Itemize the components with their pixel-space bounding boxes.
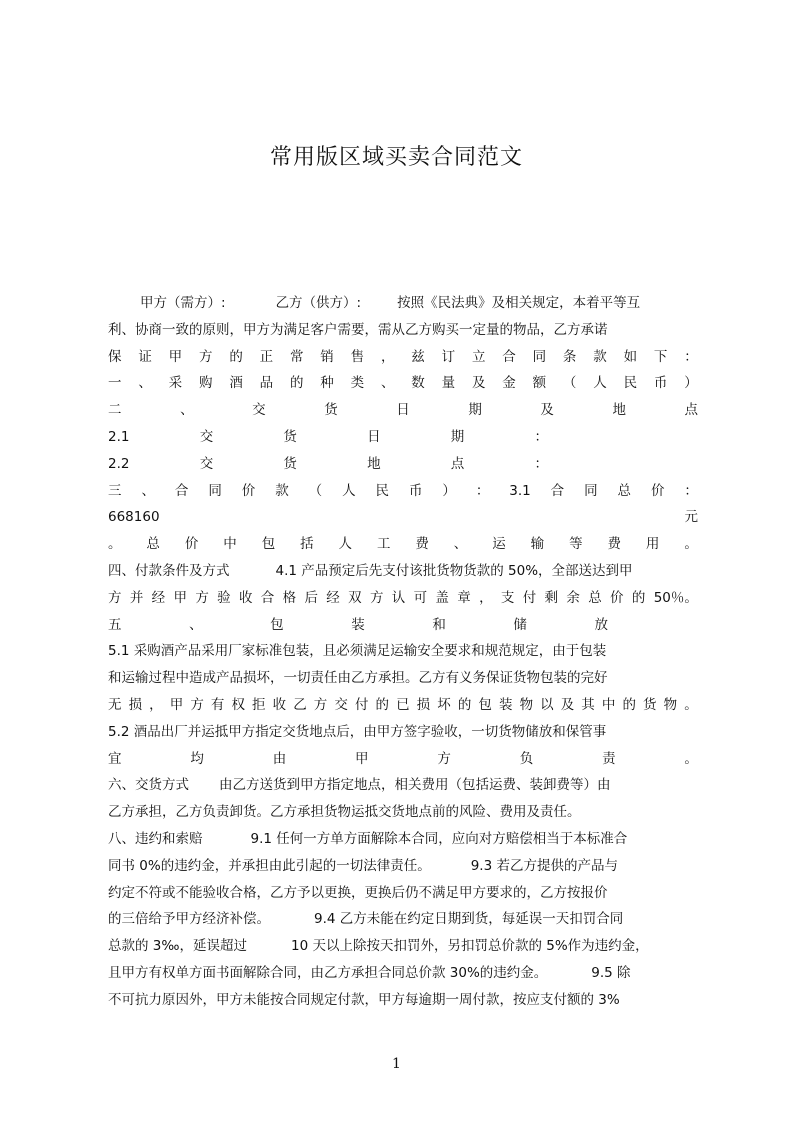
price-includes-line: [108, 531, 698, 558]
line-22: [108, 853, 698, 880]
breach-heading: 八、违约和索赔: [108, 830, 203, 847]
text-token: 额: [532, 375, 547, 392]
text-token: 后: [304, 589, 318, 606]
line-3: [108, 344, 698, 371]
text-token: 等: [569, 536, 583, 553]
text-token: 甲: [173, 589, 187, 606]
line-26-text: 且甲方有权单方面书面解除合同，由乙方承担合同总价款 30%的违约金。: [108, 964, 548, 981]
text-token: ：: [534, 455, 548, 472]
text-token: 种: [320, 375, 334, 392]
text-token: ，: [149, 696, 163, 713]
text-token: 收: [238, 589, 253, 606]
text-token: 付: [522, 589, 537, 606]
text-token: 合: [550, 482, 565, 499]
intro-text: 按照《民法典》及相关规定，本着平等互: [397, 295, 641, 311]
text-token: 。: [684, 696, 698, 713]
line-23: 约定不符或不能验收合格，乙方予以更换，更换后仍不满足甲方要求的，乙方按报价: [108, 884, 608, 901]
text-token: 销: [320, 348, 334, 365]
total-price-line: [108, 504, 698, 531]
text-token: ，: [479, 589, 493, 606]
clause-4-1: 4.1 产品预定后先支付该批货物货款的 50%，全部送达到甲: [275, 562, 633, 579]
text-token: 中: [601, 696, 616, 713]
text-token: 、: [138, 375, 152, 392]
line-1: [108, 290, 698, 317]
line-25: [108, 933, 698, 960]
document-title: 常用版区域买卖合同范文: [269, 145, 523, 170]
text-token: 合: [260, 589, 275, 606]
payment-heading: 四、付款条件及方式: [108, 562, 230, 579]
text-token: 及: [540, 402, 554, 419]
text-token: 的: [375, 696, 390, 713]
text-token: 物: [519, 696, 534, 713]
clause-9-1: 9.1 任何一方单方面解除本合同，应向对方赔偿相当于本标准合: [250, 830, 628, 847]
text-token: 证: [138, 348, 152, 365]
text-token: 双: [348, 589, 362, 606]
clause-5-1: 5.1 采购酒产品采用厂家标准包装，且必须满足运输安全要求和规范规定，由于包装: [108, 643, 607, 660]
text-token: 668160: [108, 509, 160, 526]
text-token: 总: [617, 482, 632, 499]
text-token: 和: [432, 616, 446, 633]
text-token: 、: [189, 616, 203, 633]
clause-9-5: 9.5 除: [591, 964, 631, 981]
line-2: 利、协商一致的原则，甲方为满足客户需要，需从乙方购买一定量的物品，乙方承诺: [108, 321, 608, 338]
text-token: 方: [198, 348, 213, 365]
text-token: 二: [108, 402, 122, 419]
text-token: 剩: [544, 589, 559, 606]
text-token: 的: [631, 589, 646, 606]
section-2-heading: [108, 397, 698, 424]
text-token: 人: [593, 375, 607, 392]
clause-2-1: [108, 424, 698, 451]
text-token: 点: [684, 402, 698, 419]
line-20: 乙方承担，乙方负责卸货。乙方承担货物运抵交货地点前的风险、费用及责任。: [108, 804, 581, 821]
text-token: 人: [342, 482, 356, 499]
text-token: 购: [198, 375, 213, 392]
text-token: 2.2: [108, 455, 130, 472]
text-token: 订: [441, 348, 456, 365]
text-token: 交: [334, 696, 348, 713]
line-22-text: 同书 0%的违约金，并承担由此引起的一切法律责任。: [108, 857, 431, 874]
text-token: 同: [208, 482, 222, 499]
text-token: 元: [684, 509, 698, 526]
line-24: [108, 906, 698, 933]
line-15: 和运输过程中造成产品损坏，一切责任由乙方承担。乙方有义务保证货物包装的完好: [108, 670, 608, 687]
text-token: 运: [492, 536, 506, 553]
text-token: 及: [560, 696, 575, 713]
text-token: 交: [199, 428, 214, 445]
text-token: 如: [623, 348, 638, 365]
text-token: 收: [272, 696, 287, 713]
text-token: ）: [684, 375, 698, 392]
section-5-heading: [108, 612, 698, 639]
text-token: 货: [283, 428, 297, 445]
text-token: （: [562, 375, 577, 392]
party-b-label: 乙方（供方）:: [275, 295, 362, 311]
text-token: 方: [313, 696, 328, 713]
text-token: 价: [650, 482, 665, 499]
text-token: 民: [375, 482, 389, 499]
text-token: 保: [108, 348, 122, 365]
text-token: 物: [663, 696, 678, 713]
text-token: ，: [380, 348, 395, 365]
text-token: 、: [180, 402, 194, 419]
text-token: 方: [437, 750, 451, 767]
text-token: 方: [369, 589, 384, 606]
text-token: 以: [540, 696, 554, 713]
text-token: 工: [376, 536, 391, 553]
text-token: 方: [190, 696, 204, 713]
section-4-heading: [108, 558, 698, 585]
text-token: 款: [275, 482, 289, 499]
text-token: 均: [190, 750, 204, 767]
text-token: 货: [643, 696, 657, 713]
line-27: 不可抗力原因外，甲方未能按合同规定付款，甲方每逾期一周付款，按应支付额的 3%: [108, 991, 620, 1008]
text-token: 的: [229, 348, 243, 365]
text-token: 交: [252, 402, 266, 419]
text-token: 下: [653, 348, 668, 365]
text-token: （: [308, 482, 323, 499]
text-token: 已: [396, 696, 410, 713]
text-token: 币: [653, 375, 668, 392]
section-1-heading: [108, 370, 698, 397]
text-token: 日: [396, 402, 410, 419]
text-token: 权: [231, 696, 245, 713]
text-token: 正: [259, 348, 274, 365]
text-token: 类: [350, 375, 365, 392]
text-token: 量: [441, 375, 456, 392]
text-token: 有: [210, 696, 225, 713]
text-token: 坏: [437, 696, 451, 713]
line-12: [108, 585, 698, 612]
text-token: 价: [610, 589, 624, 606]
contract-body: [108, 290, 698, 1014]
text-token: 兹: [411, 348, 425, 365]
text-token: 、: [380, 375, 395, 392]
text-token: 地: [612, 402, 626, 419]
text-token: 损: [416, 696, 431, 713]
text-token: 责: [602, 750, 616, 767]
text-token: 的: [289, 375, 304, 392]
text-token: 盖: [435, 589, 449, 606]
text-token: 数: [411, 375, 425, 392]
text-token: 价: [184, 536, 199, 553]
clause-2-2: [108, 451, 698, 478]
section-3-heading: [108, 478, 698, 505]
text-token: 宜: [108, 750, 122, 767]
text-token: 可: [413, 589, 428, 606]
text-token: 日: [367, 428, 381, 445]
text-token: 装: [351, 616, 365, 633]
party-a-label: 甲方（需方）:: [140, 295, 226, 311]
text-token: 格: [282, 589, 297, 606]
text-token: 货: [283, 455, 297, 472]
text-token: 2.1: [108, 428, 130, 445]
text-token: 由: [272, 750, 287, 767]
text-token: 总: [588, 589, 602, 606]
text-token: 及: [471, 375, 486, 392]
text-token: 价: [241, 482, 256, 499]
clause-9-4: 9.4 乙方未能在约定日期到货，每延误一天扣罚合同: [314, 911, 624, 928]
text-token: 损: [128, 696, 143, 713]
text-token: 的: [457, 696, 472, 713]
text-token: 款: [593, 348, 607, 365]
text-token: 常: [289, 348, 304, 365]
text-token: 拒: [252, 696, 266, 713]
text-token: 地: [367, 455, 381, 472]
text-token: ：: [684, 348, 698, 365]
text-token: 币: [408, 482, 423, 499]
text-token: 期: [468, 402, 482, 419]
text-token: 储: [513, 616, 527, 633]
text-token: 甲: [168, 348, 183, 365]
text-token: ：: [534, 428, 548, 445]
text-token: 期: [450, 428, 465, 445]
text-token: 经: [151, 589, 166, 606]
text-token: 。: [684, 750, 698, 767]
line-26: [108, 960, 698, 987]
text-token: 立: [471, 348, 486, 365]
penalty-text: 10 天以上除按天扣罚外，另扣罚总价款的 5%作为违约金，: [291, 938, 649, 955]
clause-9-3: 9.3 若乙方提供的产品与: [470, 857, 618, 874]
text-token: 、: [141, 482, 155, 499]
text-token: 的: [622, 696, 636, 713]
text-token: 酒: [229, 375, 243, 392]
text-token: 甲: [169, 696, 184, 713]
text-token: 民: [623, 375, 638, 392]
text-token: 支: [500, 589, 515, 606]
text-token: 采: [168, 375, 183, 392]
text-token: 交: [199, 455, 214, 472]
text-token: 无: [108, 696, 122, 713]
text-token: 总: [146, 536, 160, 553]
text-token: 费: [415, 536, 429, 553]
text-token: 。: [108, 536, 122, 553]
text-token: 认: [391, 589, 406, 606]
text-token: 验: [217, 589, 231, 606]
text-token: 费: [607, 536, 621, 553]
text-token: 条: [562, 348, 577, 365]
text-token: 括: [300, 536, 314, 553]
text-token: 经: [326, 589, 340, 606]
section-8-heading: [108, 826, 698, 853]
text-token: 章: [457, 589, 471, 606]
text-token: 甲: [355, 750, 369, 767]
delivery-heading: 六、交货方式: [108, 777, 189, 794]
clause-5-2: 5.2 酒品出厂并运抵甲方指定交货地点后，由甲方签字验收，一切货物储放和保管事: [108, 723, 607, 740]
text-token: 用: [645, 536, 660, 553]
text-token: 人: [338, 536, 353, 553]
text-token: 五: [108, 616, 122, 633]
text-token: 3.1: [509, 482, 531, 499]
text-token: 余: [566, 589, 580, 606]
text-token: 品: [259, 375, 274, 392]
text-token: ）: [442, 482, 456, 499]
text-token: 其: [581, 696, 595, 713]
page-number: 1: [392, 1056, 401, 1072]
text-token: ：: [684, 482, 698, 499]
text-token: 。: [684, 536, 698, 553]
text-token: 同: [532, 348, 547, 365]
section-6-heading: [108, 772, 698, 799]
text-token: 点: [450, 455, 465, 472]
line-25-text: 总款的 3‰，延误超过: [108, 938, 247, 955]
text-token: ：: [475, 482, 490, 499]
text-token: 合: [502, 348, 516, 365]
text-token: 乙: [293, 696, 307, 713]
text-token: 方: [108, 589, 122, 606]
line-18: [108, 746, 698, 773]
text-token: 包: [261, 536, 276, 553]
text-token: 包: [270, 616, 284, 633]
line-24-text: 的三倍给予甲方经济补偿。: [108, 911, 270, 928]
text-token: 输: [530, 536, 545, 553]
text-token: 合: [174, 482, 189, 499]
text-token: 包: [478, 696, 492, 713]
text-token: 付: [354, 696, 369, 713]
text-token: 中: [223, 536, 237, 553]
line-16: [108, 692, 698, 719]
text-token: 同: [584, 482, 598, 499]
text-token: 负: [519, 750, 534, 767]
text-token: 方: [195, 589, 209, 606]
text-token: 、: [453, 536, 468, 553]
text-token: 放: [594, 616, 608, 633]
delivery-text: 由乙方送货到甲方指定地点，相关费用（包括运费、装卸费等）由: [219, 777, 611, 794]
text-token: 货: [324, 402, 338, 419]
text-token: 装: [498, 696, 513, 713]
text-token: 一: [108, 375, 122, 392]
text-token: 三: [108, 482, 122, 499]
text-token: 50％。: [653, 589, 698, 606]
text-token: 并: [129, 589, 144, 606]
text-token: 售: [350, 348, 365, 365]
text-token: 金: [502, 375, 516, 392]
